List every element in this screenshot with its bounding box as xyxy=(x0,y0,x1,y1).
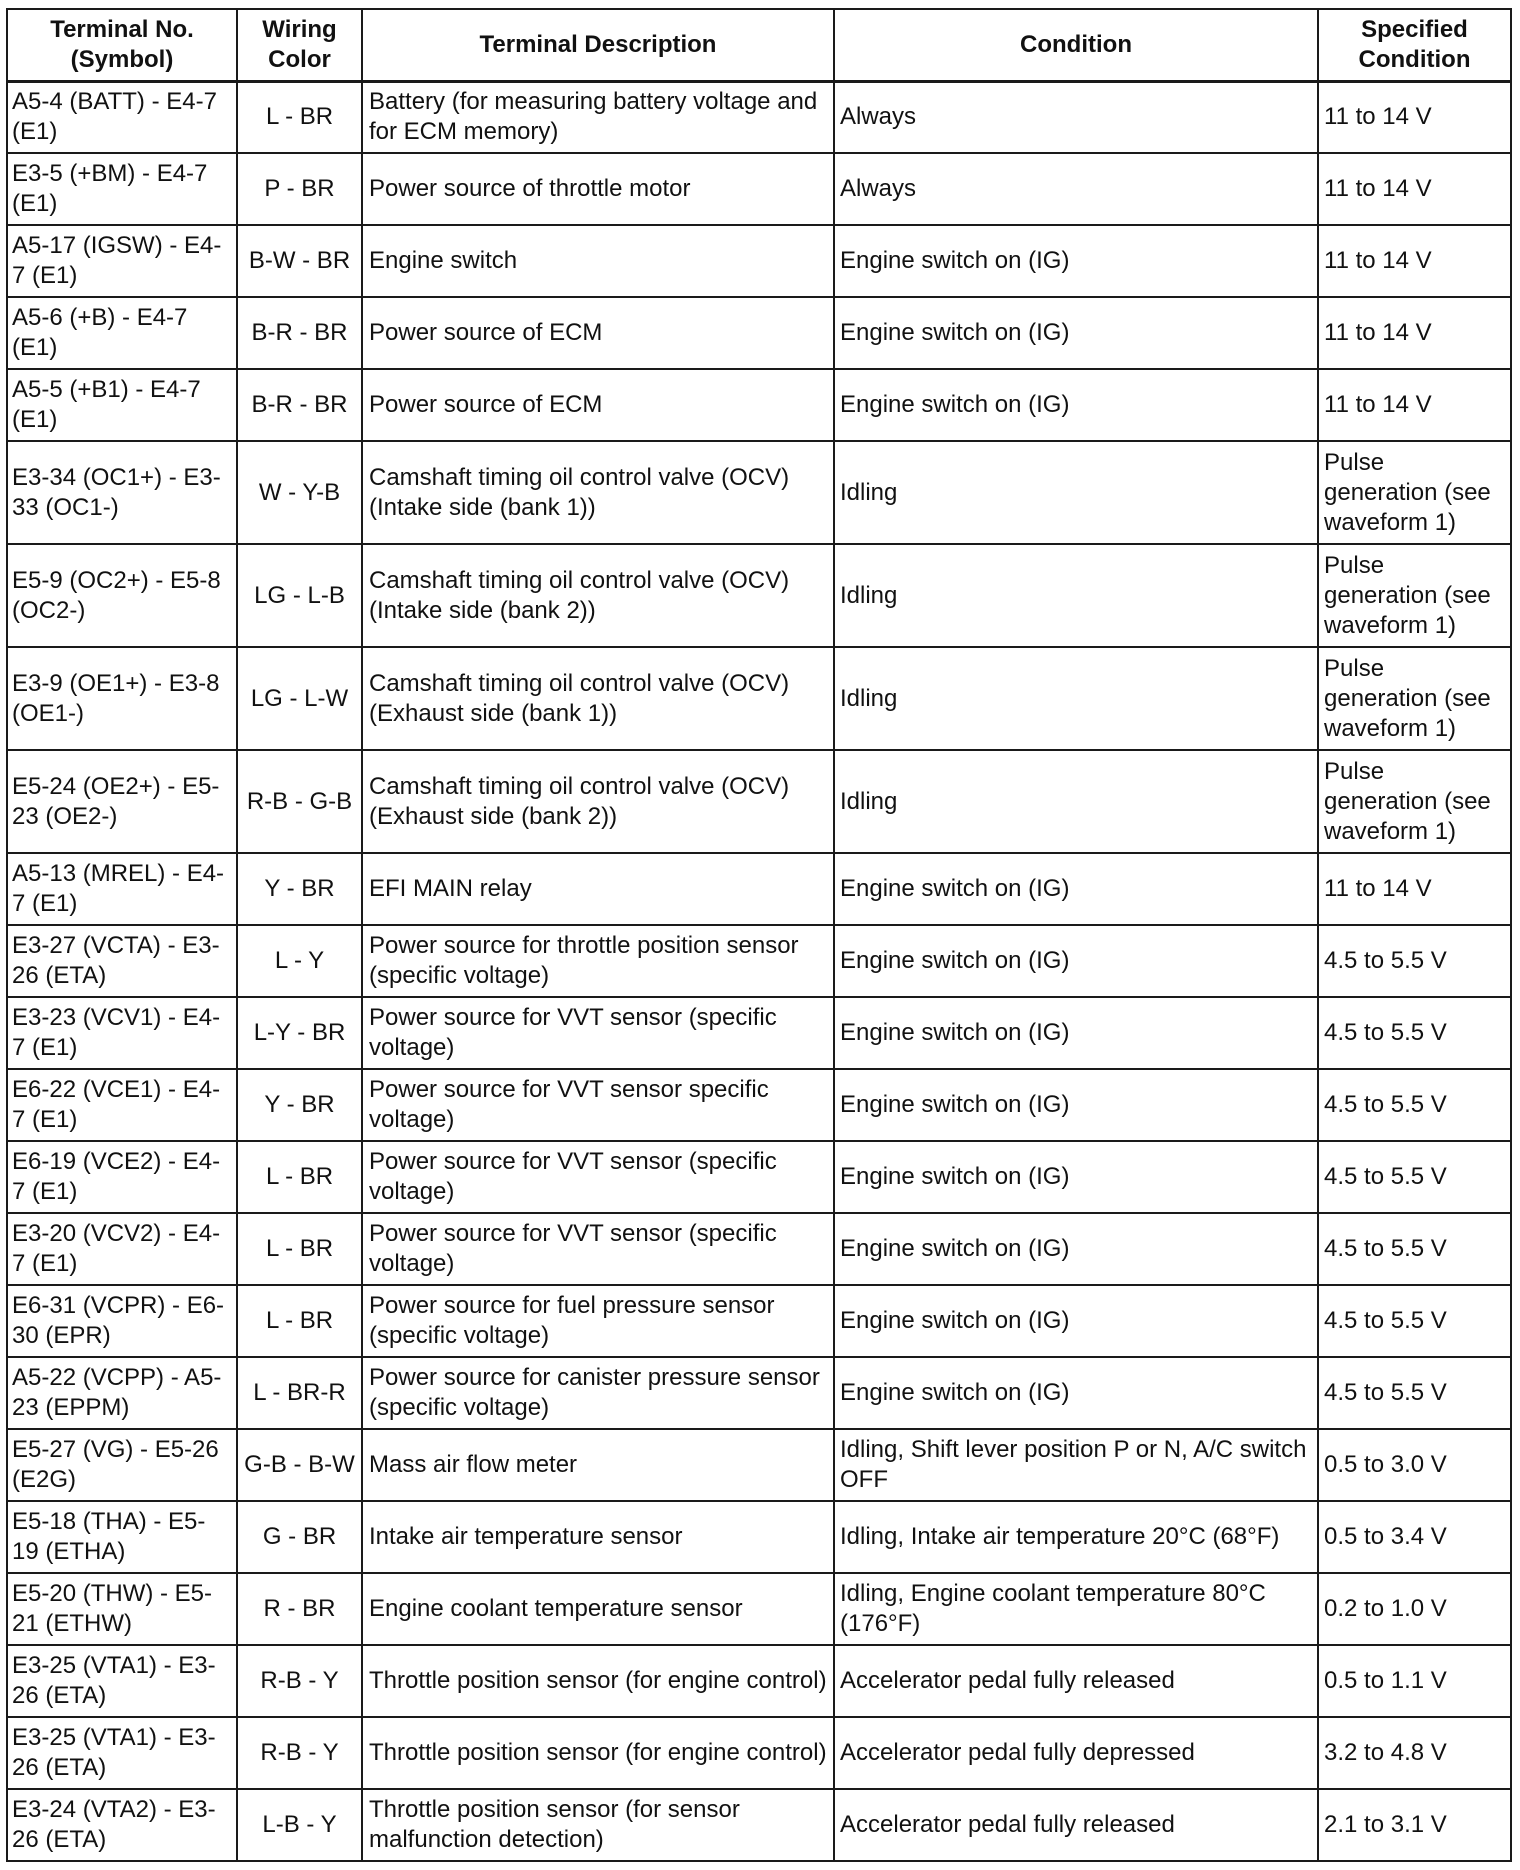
cell-condition: Accelerator pedal fully released xyxy=(834,1789,1318,1861)
cell-condition: Engine switch on (IG) xyxy=(834,225,1318,297)
cell-terminal-description: Intake air temperature sensor xyxy=(362,1501,834,1573)
cell-wiring-color: LG - L-B xyxy=(237,544,362,647)
cell-terminal-description: Camshaft timing oil control valve (OCV) (Exhaust side (bank 1)) xyxy=(362,647,834,750)
cell-condition: Engine switch on (IG) xyxy=(834,1213,1318,1285)
cell-condition: Idling, Shift lever position P or N, A/C switch OFF xyxy=(834,1429,1318,1501)
cell-terminal: E3-20 (VCV2) - E4-7 (E1) xyxy=(7,1213,237,1285)
table-row xyxy=(7,647,1511,750)
cell-terminal-description: Power source of ECM xyxy=(362,297,834,369)
header-specified-condition: Specified Condition xyxy=(1318,9,1511,81)
cell-condition: Engine switch on (IG) xyxy=(834,1141,1318,1213)
table-row xyxy=(7,369,1511,441)
cell-terminal: A5-13 (MREL) - E4-7 (E1) xyxy=(7,853,237,925)
cell-condition: Idling xyxy=(834,544,1318,647)
table-row xyxy=(7,925,1511,997)
cell-terminal: E3-34 (OC1+) - E3-33 (OC1-) xyxy=(7,441,237,544)
table-row xyxy=(7,750,1511,853)
cell-specified-condition: 11 to 14 V xyxy=(1318,153,1511,225)
cell-terminal: E5-9 (OC2+) - E5-8 (OC2-) xyxy=(7,544,237,647)
cell-wiring-color: B-W - BR xyxy=(237,225,362,297)
table-row xyxy=(7,1285,1511,1357)
table-row xyxy=(7,1645,1511,1717)
cell-specified-condition: 0.5 to 1.1 V xyxy=(1318,1645,1511,1717)
cell-terminal-description: Mass air flow meter xyxy=(362,1429,834,1501)
cell-wiring-color: LG - L-W xyxy=(237,647,362,750)
cell-terminal: E6-22 (VCE1) - E4-7 (E1) xyxy=(7,1069,237,1141)
cell-condition: Engine switch on (IG) xyxy=(834,853,1318,925)
cell-wiring-color: R-B - Y xyxy=(237,1645,362,1717)
cell-specified-condition: 3.2 to 4.8 V xyxy=(1318,1717,1511,1789)
cell-terminal: E3-9 (OE1+) - E3-8 (OE1-) xyxy=(7,647,237,750)
cell-terminal: E3-25 (VTA1) - E3-26 (ETA) xyxy=(7,1717,237,1789)
table-row xyxy=(7,1717,1511,1789)
cell-specified-condition: 4.5 to 5.5 V xyxy=(1318,1069,1511,1141)
table-row xyxy=(7,1069,1511,1141)
cell-terminal-description: Engine coolant temperature sensor xyxy=(362,1573,834,1645)
cell-terminal: E3-25 (VTA1) - E3-26 (ETA) xyxy=(7,1645,237,1717)
table-row xyxy=(7,1573,1511,1645)
cell-condition: Idling, Engine coolant temperature 80°C (176°F) xyxy=(834,1573,1318,1645)
cell-terminal: A5-5 (+B1) - E4-7 (E1) xyxy=(7,369,237,441)
cell-terminal: E3-24 (VTA2) - E3-26 (ETA) xyxy=(7,1789,237,1861)
cell-specified-condition: 4.5 to 5.5 V xyxy=(1318,997,1511,1069)
cell-terminal-description: Throttle position sensor (for engine control) xyxy=(362,1717,834,1789)
cell-condition: Engine switch on (IG) xyxy=(834,369,1318,441)
table-row xyxy=(7,225,1511,297)
table-row xyxy=(7,1141,1511,1213)
cell-terminal-description: Throttle position sensor (for sensor malfunction detection) xyxy=(362,1789,834,1861)
cell-specified-condition: 4.5 to 5.5 V xyxy=(1318,925,1511,997)
cell-wiring-color: B-R - BR xyxy=(237,369,362,441)
cell-specified-condition: 11 to 14 V xyxy=(1318,369,1511,441)
table-row xyxy=(7,441,1511,544)
cell-specified-condition: 0.5 to 3.0 V xyxy=(1318,1429,1511,1501)
header-row xyxy=(7,9,1511,81)
cell-terminal: E3-23 (VCV1) - E4-7 (E1) xyxy=(7,997,237,1069)
cell-condition: Engine switch on (IG) xyxy=(834,1285,1318,1357)
cell-condition: Accelerator pedal fully depressed xyxy=(834,1717,1318,1789)
cell-terminal-description: Battery (for measuring battery voltage and for ECM memory) xyxy=(362,81,834,153)
cell-condition: Always xyxy=(834,153,1318,225)
table-row xyxy=(7,153,1511,225)
cell-wiring-color: W - Y-B xyxy=(237,441,362,544)
cell-terminal-description: Camshaft timing oil control valve (OCV) (Intake side (bank 1)) xyxy=(362,441,834,544)
cell-specified-condition: 4.5 to 5.5 V xyxy=(1318,1285,1511,1357)
cell-wiring-color: L-B - Y xyxy=(237,1789,362,1861)
cell-specified-condition: 4.5 to 5.5 V xyxy=(1318,1213,1511,1285)
cell-specified-condition: 0.5 to 3.4 V xyxy=(1318,1501,1511,1573)
cell-specified-condition: 11 to 14 V xyxy=(1318,81,1511,153)
cell-wiring-color: L - BR-R xyxy=(237,1357,362,1429)
cell-wiring-color: R - BR xyxy=(237,1573,362,1645)
cell-specified-condition: Pulse generation (see waveform 1) xyxy=(1318,750,1511,853)
cell-wiring-color: Y - BR xyxy=(237,1069,362,1141)
cell-specified-condition: 2.1 to 3.1 V xyxy=(1318,1789,1511,1861)
cell-terminal-description: Power source for VVT sensor (specific voltage) xyxy=(362,1213,834,1285)
header-terminal: Terminal No. (Symbol) xyxy=(7,9,237,81)
table-row xyxy=(7,1357,1511,1429)
table-row xyxy=(7,1501,1511,1573)
cell-terminal: A5-17 (IGSW) - E4-7 (E1) xyxy=(7,225,237,297)
cell-wiring-color: L - BR xyxy=(237,1141,362,1213)
cell-terminal: E6-31 (VCPR) - E6-30 (EPR) xyxy=(7,1285,237,1357)
table-row xyxy=(7,81,1511,153)
cell-wiring-color: G-B - B-W xyxy=(237,1429,362,1501)
cell-specified-condition: Pulse generation (see waveform 1) xyxy=(1318,647,1511,750)
cell-terminal: A5-4 (BATT) - E4-7 (E1) xyxy=(7,81,237,153)
table-row xyxy=(7,1429,1511,1501)
cell-wiring-color: R-B - G-B xyxy=(237,750,362,853)
cell-terminal: E6-19 (VCE2) - E4-7 (E1) xyxy=(7,1141,237,1213)
cell-specified-condition: Pulse generation (see waveform 1) xyxy=(1318,441,1511,544)
cell-wiring-color: L - BR xyxy=(237,1213,362,1285)
cell-wiring-color: Y - BR xyxy=(237,853,362,925)
cell-specified-condition: 11 to 14 V xyxy=(1318,853,1511,925)
cell-condition: Always xyxy=(834,81,1318,153)
cell-terminal: E5-27 (VG) - E5-26 (E2G) xyxy=(7,1429,237,1501)
cell-specified-condition: 4.5 to 5.5 V xyxy=(1318,1141,1511,1213)
cell-condition: Idling, Intake air temperature 20°C (68°F) xyxy=(834,1501,1318,1573)
table-body xyxy=(7,81,1511,1861)
cell-wiring-color: L - BR xyxy=(237,1285,362,1357)
cell-wiring-color: L - BR xyxy=(237,81,362,153)
cell-wiring-color: G - BR xyxy=(237,1501,362,1573)
cell-wiring-color: L - Y xyxy=(237,925,362,997)
cell-terminal-description: EFI MAIN relay xyxy=(362,853,834,925)
table-row xyxy=(7,853,1511,925)
cell-condition: Accelerator pedal fully released xyxy=(834,1645,1318,1717)
cell-specified-condition: 11 to 14 V xyxy=(1318,297,1511,369)
terminal-spec-table xyxy=(6,8,1512,1862)
cell-wiring-color: L-Y - BR xyxy=(237,997,362,1069)
cell-terminal: E3-5 (+BM) - E4-7 (E1) xyxy=(7,153,237,225)
table-row xyxy=(7,544,1511,647)
table-row xyxy=(7,997,1511,1069)
table-row xyxy=(7,297,1511,369)
cell-terminal: A5-22 (VCPP) - A5-23 (EPPM) xyxy=(7,1357,237,1429)
cell-condition: Idling xyxy=(834,441,1318,544)
header-terminal-description: Terminal Description xyxy=(362,9,834,81)
cell-terminal-description: Power source for fuel pressure sensor (specific voltage) xyxy=(362,1285,834,1357)
cell-wiring-color: P - BR xyxy=(237,153,362,225)
cell-terminal-description: Power source for canister pressure sensor (specific voltage) xyxy=(362,1357,834,1429)
header-wiring-color: Wiring Color xyxy=(237,9,362,81)
cell-specified-condition: 11 to 14 V xyxy=(1318,225,1511,297)
cell-condition: Idling xyxy=(834,750,1318,853)
cell-terminal-description: Camshaft timing oil control valve (OCV) (Exhaust side (bank 2)) xyxy=(362,750,834,853)
table-row xyxy=(7,1213,1511,1285)
cell-terminal-description: Power source for VVT sensor specific voltage) xyxy=(362,1069,834,1141)
cell-condition: Engine switch on (IG) xyxy=(834,997,1318,1069)
table-row xyxy=(7,1789,1511,1861)
cell-condition: Engine switch on (IG) xyxy=(834,1069,1318,1141)
cell-condition: Engine switch on (IG) xyxy=(834,297,1318,369)
cell-terminal-description: Throttle position sensor (for engine control) xyxy=(362,1645,834,1717)
cell-condition: Idling xyxy=(834,647,1318,750)
cell-terminal-description: Power source for VVT sensor (specific voltage) xyxy=(362,1141,834,1213)
cell-terminal-description: Power source for throttle position sensor (specific voltage) xyxy=(362,925,834,997)
cell-specified-condition: 4.5 to 5.5 V xyxy=(1318,1357,1511,1429)
cell-condition: Engine switch on (IG) xyxy=(834,925,1318,997)
cell-terminal: A5-6 (+B) - E4-7 (E1) xyxy=(7,297,237,369)
cell-terminal-description: Power source of ECM xyxy=(362,369,834,441)
cell-terminal: E3-27 (VCTA) - E3-26 (ETA) xyxy=(7,925,237,997)
cell-terminal: E5-18 (THA) - E5-19 (ETHA) xyxy=(7,1501,237,1573)
cell-specified-condition: 0.2 to 1.0 V xyxy=(1318,1573,1511,1645)
cell-terminal-description: Power source for VVT sensor (specific voltage) xyxy=(362,997,834,1069)
cell-terminal-description: Camshaft timing oil control valve (OCV) (Intake side (bank 2)) xyxy=(362,544,834,647)
cell-terminal: E5-24 (OE2+) - E5-23 (OE2-) xyxy=(7,750,237,853)
cell-terminal-description: Power source of throttle motor xyxy=(362,153,834,225)
cell-wiring-color: R-B - Y xyxy=(237,1717,362,1789)
cell-terminal: E5-20 (THW) - E5-21 (ETHW) xyxy=(7,1573,237,1645)
cell-wiring-color: B-R - BR xyxy=(237,297,362,369)
cell-condition: Engine switch on (IG) xyxy=(834,1357,1318,1429)
spec-sheet xyxy=(6,8,1510,1862)
header-condition: Condition xyxy=(834,9,1318,81)
cell-terminal-description: Engine switch xyxy=(362,225,834,297)
cell-specified-condition: Pulse generation (see waveform 1) xyxy=(1318,544,1511,647)
